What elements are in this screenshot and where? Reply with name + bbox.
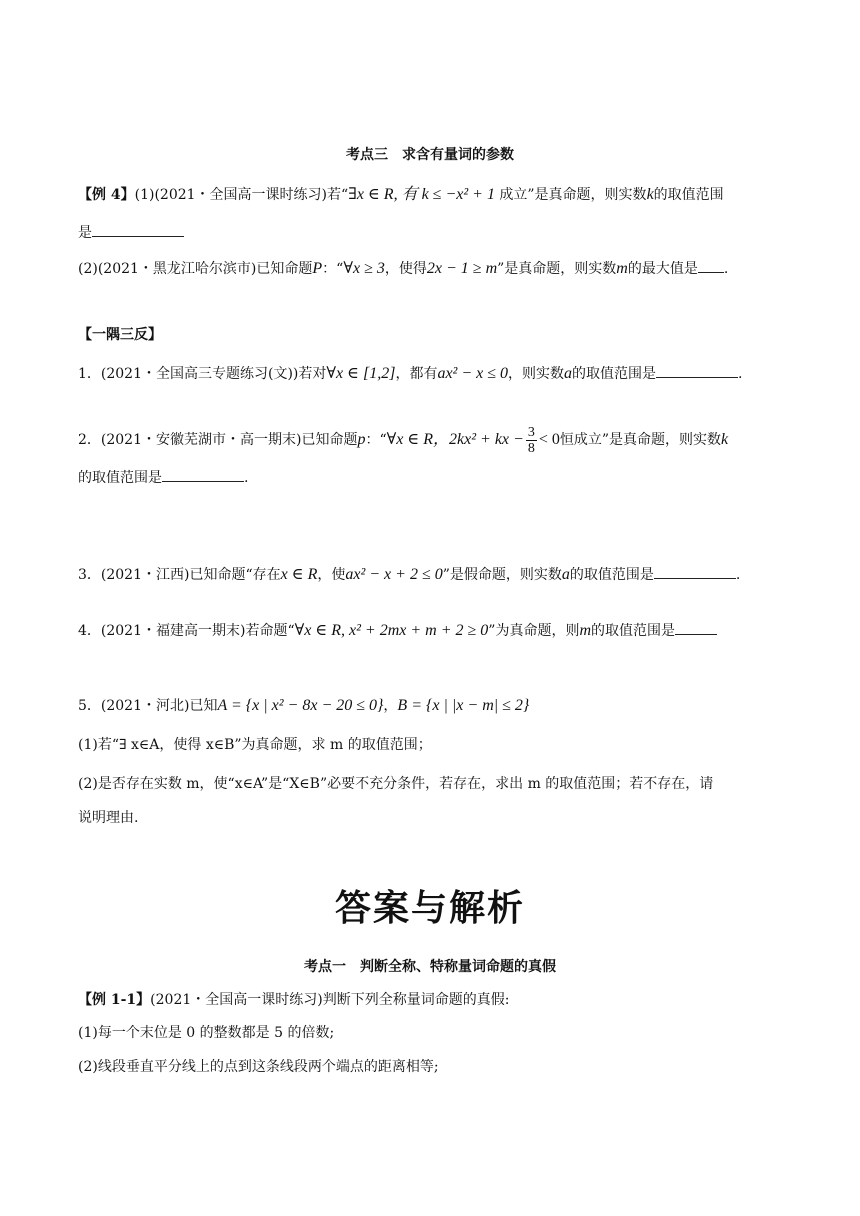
math-variable: p bbox=[357, 431, 366, 448]
question-source: 1．(2021・全国高三专题练习(文))若对 bbox=[78, 366, 327, 382]
math-expression: 2kx² + kx − bbox=[449, 431, 524, 448]
math-expression: < 0 bbox=[538, 431, 560, 448]
math-expression: ∃x ∈ R, 有 k ≤ −x² + 1 bbox=[348, 186, 495, 203]
math-expression: x ∈ R bbox=[280, 566, 318, 583]
question-text: 的取值范围是 bbox=[78, 470, 162, 486]
answer-blank bbox=[698, 258, 724, 273]
question-source: 3．(2021・江西)已知命题“存在 bbox=[78, 567, 281, 583]
question-text: 是 bbox=[78, 225, 92, 241]
answer-blank bbox=[92, 222, 184, 237]
question-source: 2．(2021・安徽芜湖市・高一期末)已知命题 bbox=[78, 432, 358, 448]
example-4-part1 bbox=[78, 183, 780, 207]
example-source: (2)(2021・黑龙江哈尔滨市)已知命题 bbox=[78, 261, 313, 277]
practice-heading: 【一隅三反】 bbox=[78, 327, 162, 343]
math-variable: m bbox=[616, 260, 628, 277]
question-text: ：“ bbox=[365, 432, 387, 448]
section-title: 考点一 判断全称、特称量词命题的真假 bbox=[304, 959, 556, 975]
math-expression: B = {x | |x − m| ≤ 2} bbox=[397, 697, 530, 714]
question-text: ，都有 bbox=[395, 366, 438, 382]
question-5-sub2-cont: 说明理由. bbox=[78, 810, 139, 826]
separator: ， bbox=[383, 698, 398, 714]
question-1 bbox=[78, 362, 780, 386]
example-1-1 bbox=[78, 988, 780, 1012]
answer-blank bbox=[675, 620, 717, 635]
question-4 bbox=[78, 619, 780, 643]
example-tag: 【例 4】 bbox=[78, 187, 135, 203]
answer-blank bbox=[656, 363, 738, 378]
answer-blank bbox=[162, 467, 244, 482]
example-1-1-item1: (1)每一个末位是 0 的整数都是 5 的倍数; bbox=[78, 1025, 335, 1041]
section-title: 考点三 求含有量词的参数 bbox=[346, 147, 514, 163]
math-expression: ∀x ∈ R， bbox=[386, 431, 450, 448]
math-expression: ∀x ∈ R, x² + 2mx + m + 2 ≥ 0 bbox=[294, 622, 489, 639]
math-variable: k bbox=[721, 431, 729, 448]
answers-title: 答案与解析 bbox=[334, 887, 525, 929]
question-5 bbox=[78, 694, 780, 718]
question-text: 的最大值是 bbox=[627, 261, 698, 277]
question-3 bbox=[78, 563, 780, 587]
question-text: ”是假命题，则实数 bbox=[442, 567, 562, 583]
math-variable: m bbox=[579, 622, 592, 639]
question-text: 的取值范围是 bbox=[569, 567, 654, 583]
question-text: 的取值范围 bbox=[653, 187, 724, 203]
math-variable: a bbox=[561, 566, 570, 583]
question-source: 5．(2021・河北)已知 bbox=[78, 698, 218, 714]
fraction-denominator: 8 bbox=[527, 440, 535, 456]
question-5-sub1: (1)若“∃ x∈A，使得 x∈B”为真命题，求 m 的取值范围； bbox=[78, 737, 432, 753]
example-source: (1)(2021・全国高一课时练习)若“ bbox=[134, 187, 349, 203]
question-source: 4．(2021・福建高一期末)若命题“ bbox=[78, 623, 295, 639]
example-4-part1-cont bbox=[78, 221, 780, 245]
math-expression: ax² − x + 2 ≤ 0 bbox=[345, 566, 443, 583]
example-4-part2 bbox=[78, 257, 780, 281]
period: . bbox=[735, 567, 741, 583]
question-5-sub2: (2)是否存在实数 m，使“x∈A”是“X∈B”必要不充分条件，若存在，求出 m 的取值范围；若不存在，请 bbox=[78, 776, 714, 792]
question-text: ”为真命题，则 bbox=[488, 623, 580, 639]
math-variable: a bbox=[564, 365, 573, 382]
period: . bbox=[723, 261, 729, 277]
math-expression: ax² − x ≤ 0 bbox=[437, 365, 509, 382]
answer-blank bbox=[654, 564, 736, 579]
fraction bbox=[526, 425, 537, 456]
math-variable: P bbox=[312, 260, 323, 277]
question-text: ：“ bbox=[322, 261, 344, 277]
question-text: 成立”是真命题，则实数 bbox=[494, 187, 647, 203]
question-text: ，使 bbox=[317, 567, 346, 583]
question-text: 的取值范围是 bbox=[591, 623, 676, 639]
math-variable: k bbox=[646, 186, 654, 203]
example-tag: 【例 1-1】 bbox=[78, 992, 151, 1008]
period: . bbox=[244, 470, 249, 486]
math-expression: ∀x ≥ 3 bbox=[343, 260, 385, 277]
fraction-numerator: 3 bbox=[527, 424, 535, 440]
question-text: 恒成立”是真命题，则实数 bbox=[559, 432, 722, 448]
question-text: ”是真命题，则实数 bbox=[497, 261, 617, 277]
math-expression: 2x − 1 ≥ m bbox=[426, 260, 498, 277]
math-expression: A = {x | x² − 8x − 20 ≤ 0} bbox=[217, 697, 384, 714]
example-1-1-item2: (2)线段垂直平分线上的点到这条线段两个端点的距离相等; bbox=[78, 1059, 439, 1075]
question-2-cont bbox=[78, 466, 780, 490]
question-text: 的取值范围是 bbox=[572, 366, 657, 382]
period: . bbox=[738, 366, 743, 382]
example-source: (2021・全国高一课时练习)判断下列全称量词命题的真假: bbox=[150, 992, 510, 1008]
math-expression: ∀x ∈ [1,2] bbox=[326, 365, 396, 382]
question-text: ，使得 bbox=[384, 261, 427, 277]
question-text: ，则实数 bbox=[508, 366, 565, 382]
question-2 bbox=[78, 422, 780, 458]
